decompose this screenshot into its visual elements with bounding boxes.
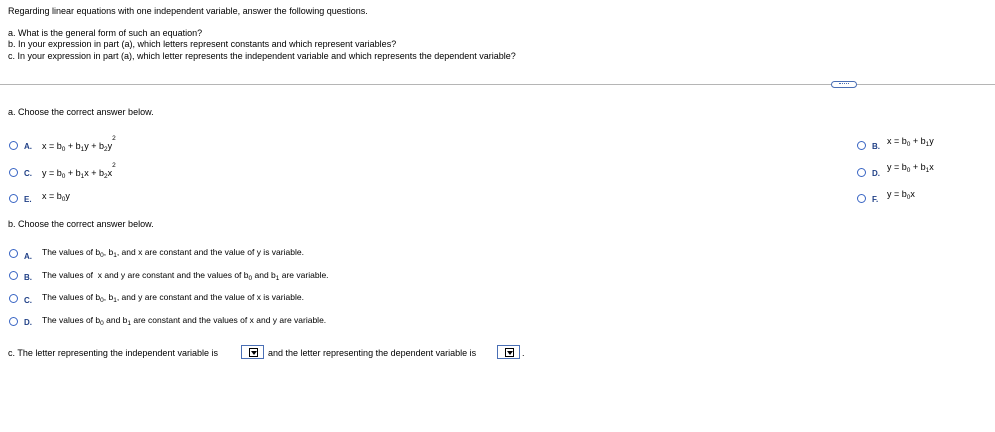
radio-b-B[interactable]	[9, 271, 18, 280]
option-letter: B.	[872, 142, 880, 151]
radio-a-D[interactable]	[857, 168, 866, 177]
question-b: b. In your expression in part (a), which letters represent constants and which represent variables?	[8, 39, 397, 49]
more-options-icon[interactable]	[831, 81, 857, 88]
option-b-C-text: The values of $b_0$, $b_1$, and y are constant and the value of x is variable.	[42, 292, 304, 304]
option-letter: A.	[24, 252, 32, 261]
option-b-D-text: The values of $b_0$ and $b_1$ are constant and the values of x and y are variable.	[42, 315, 327, 327]
option-letter: D.	[872, 169, 880, 178]
option-letter: D.	[24, 318, 32, 327]
question-c: c. In your expression in part (a), which letter represents the independent variable and which represents the dependent variable?	[8, 51, 516, 61]
option-a-F-expr: $y = b_0x$	[887, 189, 915, 201]
part-c-text-before: c. The letter representing the independent variable is	[8, 348, 218, 358]
option-a-E-expr: $x = b_0y$	[42, 191, 70, 203]
option-letter: E.	[24, 195, 32, 204]
part-a-prompt: a. Choose the correct answer below.	[8, 107, 154, 117]
radio-b-A[interactable]	[9, 249, 18, 258]
radio-b-C[interactable]	[9, 294, 18, 303]
option-b-A-text: The values of $b_0$, $b_1$, and x are constant and the value of y is variable.	[42, 247, 304, 259]
intro-text: Regarding linear equations with one independent variable, answer the following questions.	[8, 6, 368, 16]
option-letter: C.	[24, 296, 32, 305]
option-a-D-expr: $y = b_0 + b_1x$	[887, 162, 934, 174]
part-c-text-after: .	[522, 348, 525, 358]
radio-a-F[interactable]	[857, 194, 866, 203]
radio-a-A[interactable]	[9, 141, 18, 150]
option-b-B-text: The values of x and y are constant and the values of $b_0$ and $b_1$ are variable.	[42, 270, 329, 282]
option-letter: C.	[24, 169, 32, 178]
part-c-text-middle: and the letter representing the dependent variable is	[268, 348, 477, 358]
option-letter: B.	[24, 273, 32, 282]
radio-b-D[interactable]	[9, 317, 18, 326]
dropdown-arrow-icon	[249, 348, 258, 357]
part-b-prompt: b. Choose the correct answer below.	[8, 219, 154, 229]
option-a-B-expr: $x = b_0 + b_1y$	[887, 136, 934, 148]
dropdown-arrow-icon	[505, 348, 514, 357]
independent-variable-dropdown[interactable]	[241, 345, 264, 359]
option-letter: A.	[24, 142, 32, 151]
option-a-C-expr: $y = b_0 + b_1x + b_2x^2$	[42, 162, 116, 180]
radio-a-B[interactable]	[857, 141, 866, 150]
option-a-A-expr: $x = b_0 + b_1y + b_2y^2$	[42, 135, 116, 153]
radio-a-C[interactable]	[9, 168, 18, 177]
option-letter: F.	[872, 195, 879, 204]
question-a: a. What is the general form of such an equation?	[8, 28, 203, 38]
radio-a-E[interactable]	[9, 194, 18, 203]
dependent-variable-dropdown[interactable]	[497, 345, 520, 359]
